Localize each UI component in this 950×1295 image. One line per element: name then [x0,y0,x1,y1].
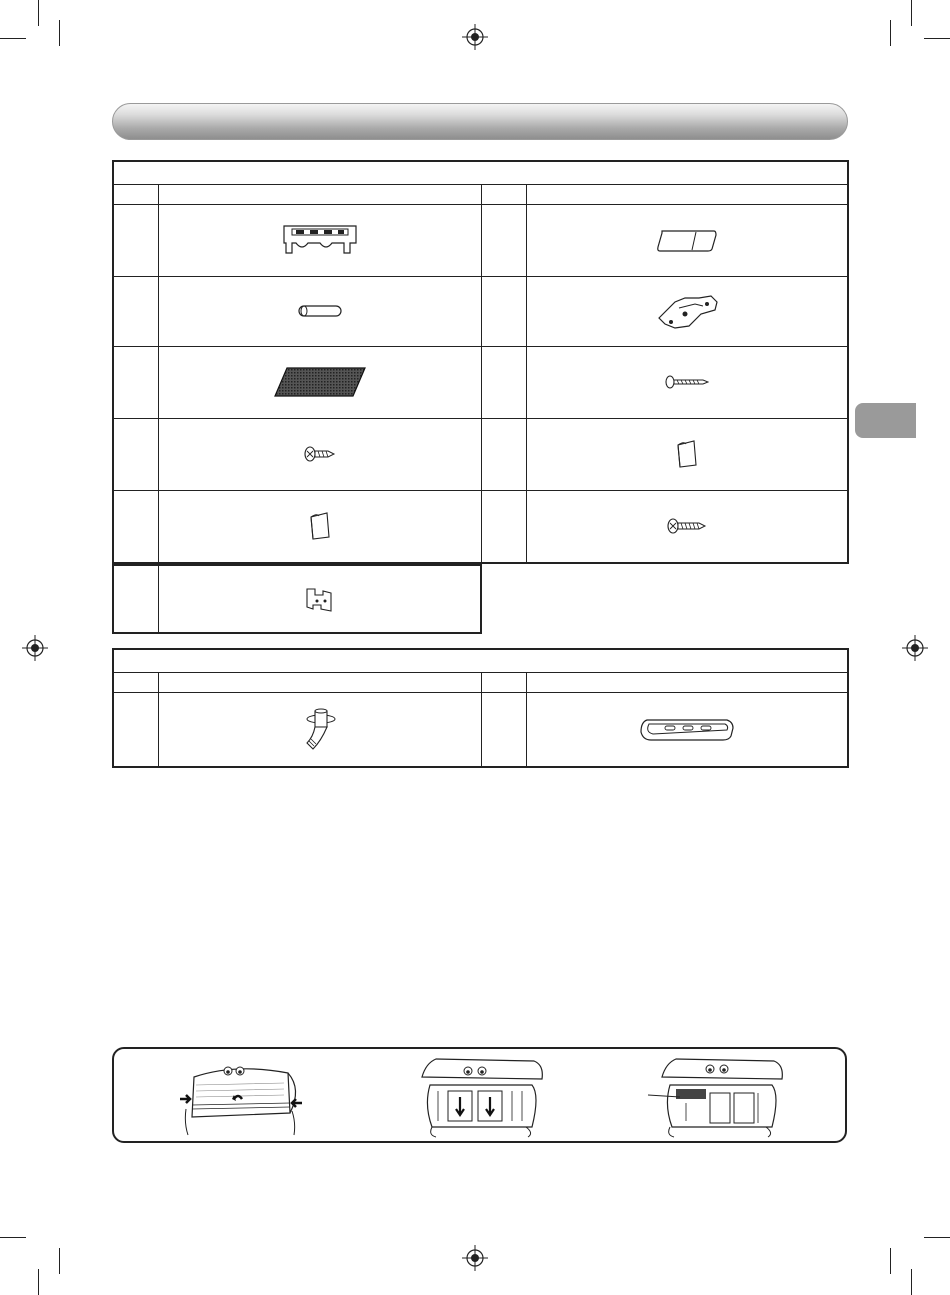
filter-removal-step3-icon [646,1055,786,1139]
part-number [113,565,158,633]
crop-mark [890,1248,891,1274]
filter-removal-step1-icon [176,1059,306,1137]
column-header [526,184,848,204]
crop-mark [911,0,912,26]
table-row [113,418,848,490]
part-image-cell [158,276,481,346]
part-image-cell [526,276,848,346]
table-row [113,565,481,633]
part-image-cell [526,418,848,490]
filter-illustration-box [112,1047,847,1143]
crop-mark [59,20,60,46]
crop-mark [924,1237,950,1238]
wood-screw-icon [304,445,336,463]
filter-removal-step2-icon [416,1055,546,1139]
air-filter-icon [273,366,367,398]
battery-icon [297,304,343,318]
part-number [481,692,526,767]
column-header [158,672,481,692]
registration-mark-icon [902,635,928,661]
column-header [481,672,526,692]
part-image-cell [526,204,848,276]
part-number [113,346,158,418]
crop-mark [0,38,26,39]
remote-holder-icon [655,292,719,330]
part-image-cell [158,490,481,563]
table-row [113,276,848,346]
table-row [113,490,848,563]
column-header [526,672,848,692]
part-number [113,692,158,767]
table-row [113,204,848,276]
table-row [113,346,848,418]
accessories-table [112,160,849,564]
part-number [113,418,158,490]
crop-mark [38,1269,39,1295]
column-header [113,184,158,204]
crop-mark [38,0,39,26]
part-number [481,204,526,276]
remote-control-icon [656,227,718,253]
table-caption [113,161,848,184]
part-number [481,418,526,490]
crop-mark [59,1248,60,1274]
table-row [113,692,848,767]
bracket-icon [303,585,335,613]
crop-mark [0,1237,26,1238]
part-number [481,276,526,346]
part-number [113,490,158,563]
accessories-table-last-row [112,564,482,634]
registration-mark-icon [462,24,488,50]
part-number [481,346,526,418]
part-number [113,204,158,276]
part-number [113,276,158,346]
rubber-cap-icon [639,714,735,744]
part-image-cell [158,692,481,767]
part-image-cell [158,418,481,490]
part-image-cell [158,204,481,276]
part-image-cell [526,490,848,563]
section-side-tab [855,403,916,438]
long-screw-icon [665,375,709,389]
registration-mark-icon [22,635,48,661]
section-header-bar [112,103,848,140]
mounting-plate-icon [282,223,358,257]
crop-mark [890,20,891,46]
table-caption [113,649,848,672]
part-image-cell [158,565,481,633]
outdoor-parts-table [112,648,849,768]
tapping-screw-icon [667,518,707,534]
part-image-cell [526,346,848,418]
part-number [481,490,526,563]
crop-mark [924,38,950,39]
manual-booklet-icon [307,511,333,541]
registration-mark-icon [462,1245,488,1271]
crop-mark [911,1269,912,1295]
part-image-cell [158,346,481,418]
column-header [158,184,481,204]
manual-booklet-icon [674,439,700,469]
column-header [113,672,158,692]
part-image-cell [526,692,848,767]
column-header [481,184,526,204]
drain-nipple-icon [303,707,337,751]
